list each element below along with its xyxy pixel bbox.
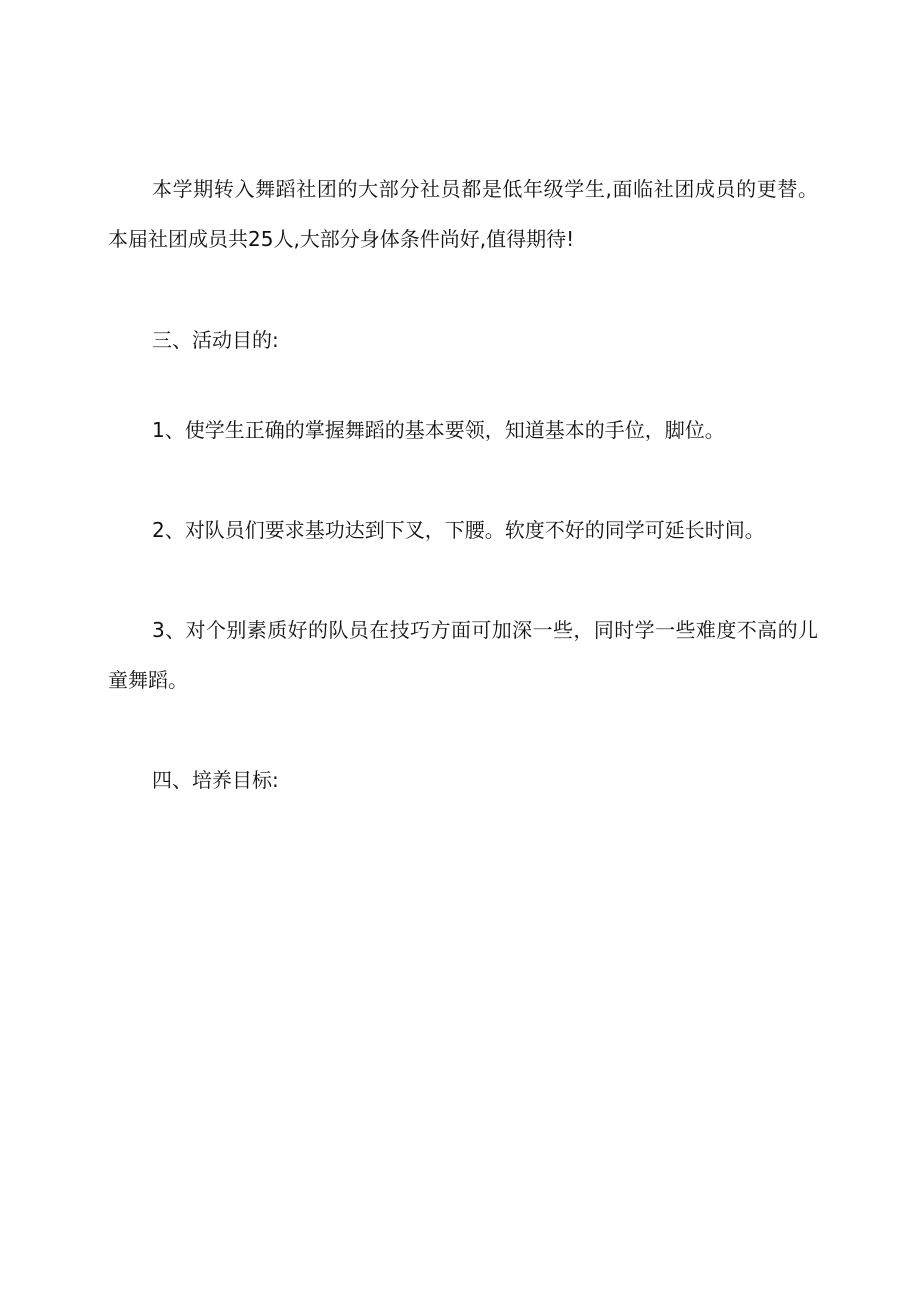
heading-training-objectives: 四、培养目标: [152, 768, 279, 792]
paragraph-goal-3: 3、对个别素质好的队员在技巧方面可加深一些，同时学一些难度不高的儿童舞蹈。 [108, 618, 818, 692]
paragraph-member-overview: 本学期转入舞蹈社团的大部分社员都是低年级学生,面临社团成员的更替。本届社团成员共25人,大部分身体条件尚好,值得期待! [108, 177, 818, 251]
heading-activity-goals: 三、活动目的: [152, 328, 279, 352]
paragraph-goal-2: 2、对队员们要求基功达到下叉，下腰。软度不好的同学可延长时间。 [152, 518, 765, 542]
paragraph-goal-1: 1、使学生正确的掌握舞蹈的基本要领，知道基本的手位，脚位。 [152, 418, 725, 442]
